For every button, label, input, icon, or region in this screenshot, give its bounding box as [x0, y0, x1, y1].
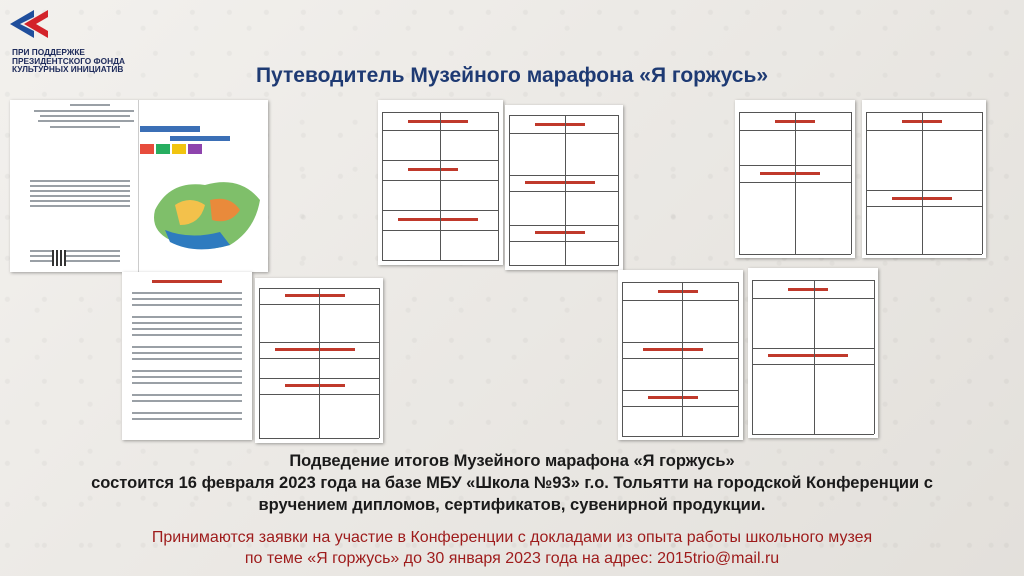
- guidebook-page-thumbnail-2: [505, 105, 623, 270]
- page-title: Путеводитель Музейного марафона «Я горжусь»: [255, 64, 769, 87]
- summary-line-1: Подведение итогов Музейного марафона «Я горжусь»: [289, 452, 735, 470]
- qr-code-icon: [52, 250, 66, 266]
- summary-line-2: состоится 16 февраля 2023 года на базе МБУ «Школа №93» г.о. Тольятти на городской Конференции с: [91, 474, 933, 492]
- guidebook-cover-art: [140, 122, 260, 162]
- guidebook-page-thumbnail-7: [618, 270, 743, 440]
- guidebook-page-thumbnail-4: [862, 100, 986, 258]
- invitation-block: [0, 527, 1024, 569]
- city-map-illustration: [150, 170, 265, 255]
- fund-logo: [8, 6, 138, 75]
- guidebook-page-thumbnail-8: [748, 268, 878, 438]
- summary-block: [0, 450, 1024, 516]
- logo-line-2: ПРЕЗИДЕНТСКОГО ФОНДА: [12, 55, 125, 66]
- logo-line-1: ПРИ ПОДДЕРЖКЕ: [12, 47, 85, 57]
- guidebook-page-thumbnail-3: [735, 100, 855, 258]
- logo-line-3: КУЛЬТУРНЫХ ИНИЦИАТИВ: [12, 64, 124, 75]
- summary-line-3: вручением дипломов, сертификатов, сувенирной продукции.: [258, 496, 766, 514]
- invitation-line-1: Принимаются заявки на участие в Конференции с докладами из опыта работы школьного музея: [151, 529, 873, 546]
- guidebook-page-thumbnail-5: [122, 272, 252, 440]
- presidential-fund-logo-icon: [8, 6, 52, 42]
- guidebook-page-thumbnail-6: [255, 278, 383, 443]
- guidebook-page-thumbnail-1: [378, 100, 503, 265]
- invitation-line-2: по теме «Я горжусь» до 30 января 2023 года на адрес: 2015trio@mail.ru: [244, 550, 780, 567]
